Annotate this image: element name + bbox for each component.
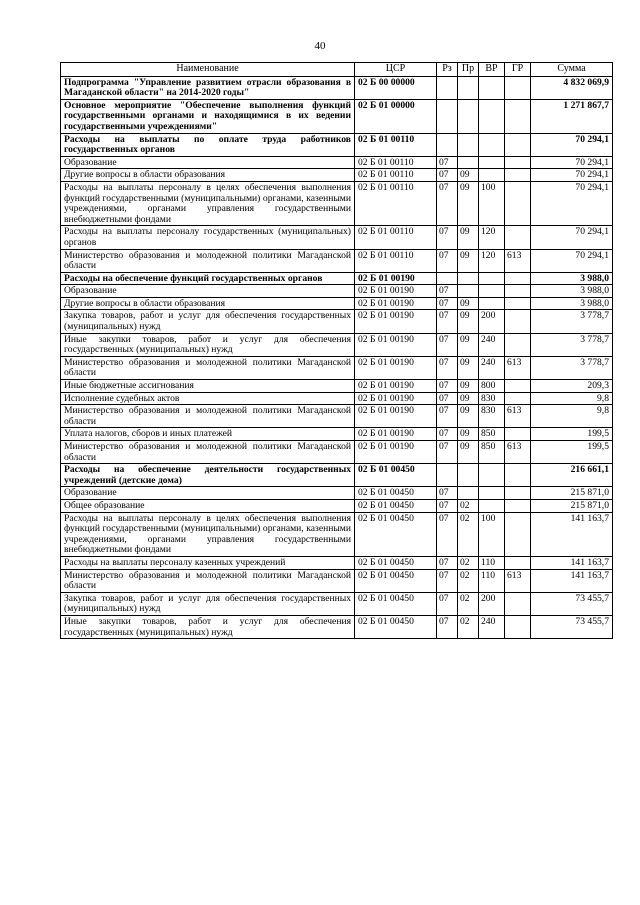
table-row xyxy=(61,285,613,298)
cell-gr: 613 xyxy=(505,356,531,379)
cell-sum: 9,8 xyxy=(531,392,613,405)
cell-name: Уплата налогов, сборов и иных платежей xyxy=(61,428,355,441)
cell-vr: 240 xyxy=(479,615,505,638)
table-body xyxy=(61,76,613,639)
cell-rz xyxy=(437,464,458,487)
cell-csr: 02 Б 01 00450 xyxy=(355,592,437,615)
header-gr: ГР xyxy=(505,63,531,77)
cell-csr: 02 Б 01 00110 xyxy=(355,169,437,182)
table-row xyxy=(61,380,613,393)
cell-sum: 215 871,0 xyxy=(531,499,613,512)
cell-name: Образование xyxy=(61,487,355,500)
cell-vr xyxy=(479,99,505,133)
header-rz: Рз xyxy=(437,63,458,77)
cell-name: Подпрограмма "Управление развитием отрасли образования в Магаданской области" на 2014-2020 годы" xyxy=(61,76,355,99)
cell-vr: 100 xyxy=(479,512,505,556)
cell-sum: 73 455,7 xyxy=(531,592,613,615)
cell-pr: 09 xyxy=(458,405,479,428)
cell-csr: 02 Б 01 00450 xyxy=(355,569,437,592)
cell-vr: 110 xyxy=(479,556,505,569)
cell-pr: 02 xyxy=(458,512,479,556)
table-row xyxy=(61,556,613,569)
cell-gr xyxy=(505,464,531,487)
cell-vr: 830 xyxy=(479,392,505,405)
cell-rz: 07 xyxy=(437,333,458,356)
cell-rz: 07 xyxy=(437,249,458,272)
cell-pr: 02 xyxy=(458,615,479,638)
cell-pr: 09 xyxy=(458,181,479,225)
cell-sum: 141 163,7 xyxy=(531,556,613,569)
cell-vr: 120 xyxy=(479,226,505,249)
cell-name: Министерство образования и молодежной политики Магаданской области xyxy=(61,249,355,272)
cell-csr: 02 Б 00 00000 xyxy=(355,76,437,99)
cell-sum: 70 294,1 xyxy=(531,156,613,169)
cell-vr xyxy=(479,76,505,99)
cell-vr: 200 xyxy=(479,310,505,333)
cell-gr: 613 xyxy=(505,569,531,592)
cell-vr: 850 xyxy=(479,428,505,441)
cell-vr xyxy=(479,272,505,285)
cell-vr: 200 xyxy=(479,592,505,615)
cell-name: Закупка товаров, работ и услуг для обеспечения государственных (муниципальных) нужд xyxy=(61,310,355,333)
cell-name: Иные бюджетные ассигнования xyxy=(61,380,355,393)
table-header-row xyxy=(61,63,613,77)
cell-csr: 02 Б 01 00190 xyxy=(355,441,437,464)
cell-vr xyxy=(479,499,505,512)
cell-gr: 613 xyxy=(505,405,531,428)
cell-gr xyxy=(505,272,531,285)
cell-vr xyxy=(479,169,505,182)
cell-csr: 02 Б 01 00450 xyxy=(355,556,437,569)
cell-name: Иные закупки товаров, работ и услуг для обеспечения государственных (муниципальных) нужд xyxy=(61,615,355,638)
cell-pr: 09 xyxy=(458,310,479,333)
cell-csr: 02 Б 01 00450 xyxy=(355,512,437,556)
cell-rz: 07 xyxy=(437,487,458,500)
cell-pr: 02 xyxy=(458,499,479,512)
cell-vr xyxy=(479,133,505,156)
table-row xyxy=(61,310,613,333)
cell-csr: 02 Б 01 00110 xyxy=(355,156,437,169)
cell-gr: 613 xyxy=(505,249,531,272)
cell-sum: 141 163,7 xyxy=(531,512,613,556)
cell-rz xyxy=(437,272,458,285)
cell-rz: 07 xyxy=(437,428,458,441)
header-vr: ВР xyxy=(479,63,505,77)
cell-sum: 216 661,1 xyxy=(531,464,613,487)
table-row xyxy=(61,76,613,99)
cell-pr: 09 xyxy=(458,169,479,182)
cell-csr: 02 Б 01 00190 xyxy=(355,380,437,393)
cell-gr xyxy=(505,333,531,356)
cell-pr: 09 xyxy=(458,428,479,441)
cell-csr: 02 Б 01 00110 xyxy=(355,181,437,225)
cell-rz: 07 xyxy=(437,181,458,225)
table-row xyxy=(61,249,613,272)
cell-rz: 07 xyxy=(437,380,458,393)
cell-gr xyxy=(505,99,531,133)
cell-csr: 02 Б 01 00190 xyxy=(355,272,437,285)
cell-sum: 3 778,7 xyxy=(531,310,613,333)
cell-vr: 830 xyxy=(479,405,505,428)
cell-vr xyxy=(479,464,505,487)
cell-csr: 02 Б 01 00110 xyxy=(355,226,437,249)
cell-csr: 02 Б 01 00450 xyxy=(355,487,437,500)
cell-csr: 02 Б 01 00190 xyxy=(355,310,437,333)
cell-pr xyxy=(458,487,479,500)
cell-pr: 09 xyxy=(458,380,479,393)
cell-sum: 9,8 xyxy=(531,405,613,428)
cell-sum: 141 163,7 xyxy=(531,569,613,592)
budget-table xyxy=(60,62,613,639)
cell-sum: 215 871,0 xyxy=(531,487,613,500)
cell-name: Исполнение судебных актов xyxy=(61,392,355,405)
cell-rz: 07 xyxy=(437,285,458,298)
cell-sum: 70 294,1 xyxy=(531,226,613,249)
cell-csr: 02 Б 01 00190 xyxy=(355,297,437,310)
cell-name: Общее образование xyxy=(61,499,355,512)
cell-rz: 07 xyxy=(437,156,458,169)
table-row xyxy=(61,333,613,356)
cell-gr xyxy=(505,76,531,99)
cell-sum: 1 271 867,7 xyxy=(531,99,613,133)
cell-rz xyxy=(437,76,458,99)
cell-csr: 02 Б 01 00450 xyxy=(355,615,437,638)
cell-sum: 73 455,7 xyxy=(531,615,613,638)
cell-csr: 02 Б 01 00190 xyxy=(355,392,437,405)
cell-pr: 09 xyxy=(458,297,479,310)
table-row xyxy=(61,156,613,169)
cell-gr xyxy=(505,297,531,310)
cell-pr xyxy=(458,464,479,487)
cell-pr xyxy=(458,156,479,169)
table-row xyxy=(61,441,613,464)
cell-vr: 120 xyxy=(479,249,505,272)
cell-sum: 199,5 xyxy=(531,441,613,464)
table-row xyxy=(61,356,613,379)
cell-vr xyxy=(479,297,505,310)
header-name: Наименование xyxy=(61,63,355,77)
cell-gr xyxy=(505,556,531,569)
cell-sum: 70 294,1 xyxy=(531,249,613,272)
cell-name: Министерство образования и молодежной политики Магаданской области xyxy=(61,405,355,428)
cell-name: Министерство образования и молодежной политики Магаданской области xyxy=(61,441,355,464)
header-sum: Сумма xyxy=(531,63,613,77)
cell-gr: 613 xyxy=(505,441,531,464)
cell-gr xyxy=(505,592,531,615)
cell-rz: 07 xyxy=(437,169,458,182)
cell-name: Образование xyxy=(61,285,355,298)
cell-pr: 02 xyxy=(458,592,479,615)
cell-name: Министерство образования и молодежной политики Магаданской области xyxy=(61,356,355,379)
cell-gr xyxy=(505,392,531,405)
cell-rz: 07 xyxy=(437,392,458,405)
cell-sum: 3 778,7 xyxy=(531,356,613,379)
cell-gr xyxy=(505,285,531,298)
cell-pr: 09 xyxy=(458,249,479,272)
cell-name: Закупка товаров, работ и услуг для обеспечения государственных (муниципальных) нужд xyxy=(61,592,355,615)
table-row xyxy=(61,133,613,156)
cell-rz: 07 xyxy=(437,297,458,310)
cell-name: Другие вопросы в области образования xyxy=(61,297,355,310)
cell-sum: 70 294,1 xyxy=(531,133,613,156)
cell-name: Расходы на выплаты по оплате труда работников государственных органов xyxy=(61,133,355,156)
cell-csr: 02 Б 01 00190 xyxy=(355,405,437,428)
cell-gr xyxy=(505,380,531,393)
cell-sum: 3 988,0 xyxy=(531,272,613,285)
cell-name: Основное мероприятие "Обеспечение выполнения функций государственными органами и находящимися в их ведении государственными учреждениями" xyxy=(61,99,355,133)
cell-csr: 02 Б 01 00190 xyxy=(355,285,437,298)
cell-name: Расходы на выплаты персоналу государственных (муниципальных) органов xyxy=(61,226,355,249)
cell-name: Расходы на обеспечение деятельности государственных учреждений (детские дома) xyxy=(61,464,355,487)
cell-vr xyxy=(479,487,505,500)
cell-csr: 02 Б 01 00190 xyxy=(355,356,437,379)
cell-csr: 02 Б 01 00110 xyxy=(355,133,437,156)
table-row xyxy=(61,392,613,405)
cell-vr: 240 xyxy=(479,333,505,356)
cell-pr: 02 xyxy=(458,556,479,569)
cell-csr: 02 Б 01 00190 xyxy=(355,333,437,356)
cell-sum: 209,3 xyxy=(531,380,613,393)
cell-gr xyxy=(505,226,531,249)
cell-rz: 07 xyxy=(437,569,458,592)
table-row xyxy=(61,592,613,615)
cell-pr xyxy=(458,99,479,133)
cell-name: Иные закупки товаров, работ и услуг для обеспечения государственных (муниципальных) нужд xyxy=(61,333,355,356)
cell-rz xyxy=(437,99,458,133)
table-row xyxy=(61,297,613,310)
cell-gr xyxy=(505,156,531,169)
cell-pr xyxy=(458,285,479,298)
cell-name: Министерство образования и молодежной политики Магаданской области xyxy=(61,569,355,592)
cell-csr: 02 Б 01 00000 xyxy=(355,99,437,133)
cell-rz: 07 xyxy=(437,499,458,512)
cell-csr: 02 Б 01 00450 xyxy=(355,464,437,487)
cell-sum: 70 294,1 xyxy=(531,181,613,225)
cell-pr xyxy=(458,272,479,285)
table-row xyxy=(61,464,613,487)
cell-vr: 110 xyxy=(479,569,505,592)
cell-pr xyxy=(458,76,479,99)
cell-gr xyxy=(505,181,531,225)
cell-gr xyxy=(505,169,531,182)
cell-gr xyxy=(505,499,531,512)
cell-rz xyxy=(437,133,458,156)
cell-csr: 02 Б 01 00450 xyxy=(355,499,437,512)
cell-pr: 02 xyxy=(458,569,479,592)
cell-gr xyxy=(505,615,531,638)
cell-rz: 07 xyxy=(437,615,458,638)
cell-pr: 09 xyxy=(458,333,479,356)
header-pr: Пр xyxy=(458,63,479,77)
cell-sum: 3 778,7 xyxy=(531,333,613,356)
cell-rz: 07 xyxy=(437,556,458,569)
cell-sum: 3 988,0 xyxy=(531,285,613,298)
cell-name: Расходы на выплаты персоналу в целях обеспечения выполнения функций государственными (муниципальными) органами, казенными учреждениями, органами управления государственными внебюджетными фондами xyxy=(61,181,355,225)
cell-csr: 02 Б 01 00110 xyxy=(355,249,437,272)
cell-pr: 09 xyxy=(458,441,479,464)
cell-pr: 09 xyxy=(458,392,479,405)
cell-name: Расходы на выплаты персоналу в целях обеспечения выполнения функций государственными (муниципальными) органами, казенными учреждениями, органами управления государственными внебюджетными фондами xyxy=(61,512,355,556)
cell-rz: 07 xyxy=(437,441,458,464)
page-number: 40 xyxy=(314,40,326,52)
cell-name: Расходы на обеспечение функций государственных органов xyxy=(61,272,355,285)
table-row xyxy=(61,405,613,428)
table-row xyxy=(61,226,613,249)
cell-gr xyxy=(505,133,531,156)
table-row xyxy=(61,169,613,182)
cell-rz: 07 xyxy=(437,356,458,379)
cell-gr xyxy=(505,428,531,441)
cell-sum: 4 832 069,9 xyxy=(531,76,613,99)
table-row xyxy=(61,569,613,592)
cell-csr: 02 Б 01 00190 xyxy=(355,428,437,441)
table-row xyxy=(61,512,613,556)
cell-vr: 100 xyxy=(479,181,505,225)
cell-rz: 07 xyxy=(437,592,458,615)
cell-gr xyxy=(505,487,531,500)
cell-rz: 07 xyxy=(437,512,458,556)
cell-sum: 199,5 xyxy=(531,428,613,441)
cell-vr: 800 xyxy=(479,380,505,393)
cell-sum: 70 294,1 xyxy=(531,169,613,182)
table-row xyxy=(61,499,613,512)
cell-vr xyxy=(479,156,505,169)
cell-pr xyxy=(458,133,479,156)
table-row xyxy=(61,487,613,500)
cell-gr xyxy=(505,512,531,556)
cell-rz: 07 xyxy=(437,405,458,428)
cell-rz: 07 xyxy=(437,226,458,249)
table-row xyxy=(61,181,613,225)
cell-pr: 09 xyxy=(458,356,479,379)
table-row xyxy=(61,272,613,285)
cell-sum: 3 988,0 xyxy=(531,297,613,310)
header-csr: ЦСР xyxy=(355,63,437,77)
cell-vr xyxy=(479,285,505,298)
cell-rz: 07 xyxy=(437,310,458,333)
cell-name: Расходы на выплаты персоналу казенных учреждений xyxy=(61,556,355,569)
cell-pr: 09 xyxy=(458,226,479,249)
table-row xyxy=(61,428,613,441)
cell-vr: 240 xyxy=(479,356,505,379)
cell-name: Образование xyxy=(61,156,355,169)
table-row xyxy=(61,615,613,638)
cell-gr xyxy=(505,310,531,333)
table-row xyxy=(61,99,613,133)
cell-name: Другие вопросы в области образования xyxy=(61,169,355,182)
cell-vr: 850 xyxy=(479,441,505,464)
